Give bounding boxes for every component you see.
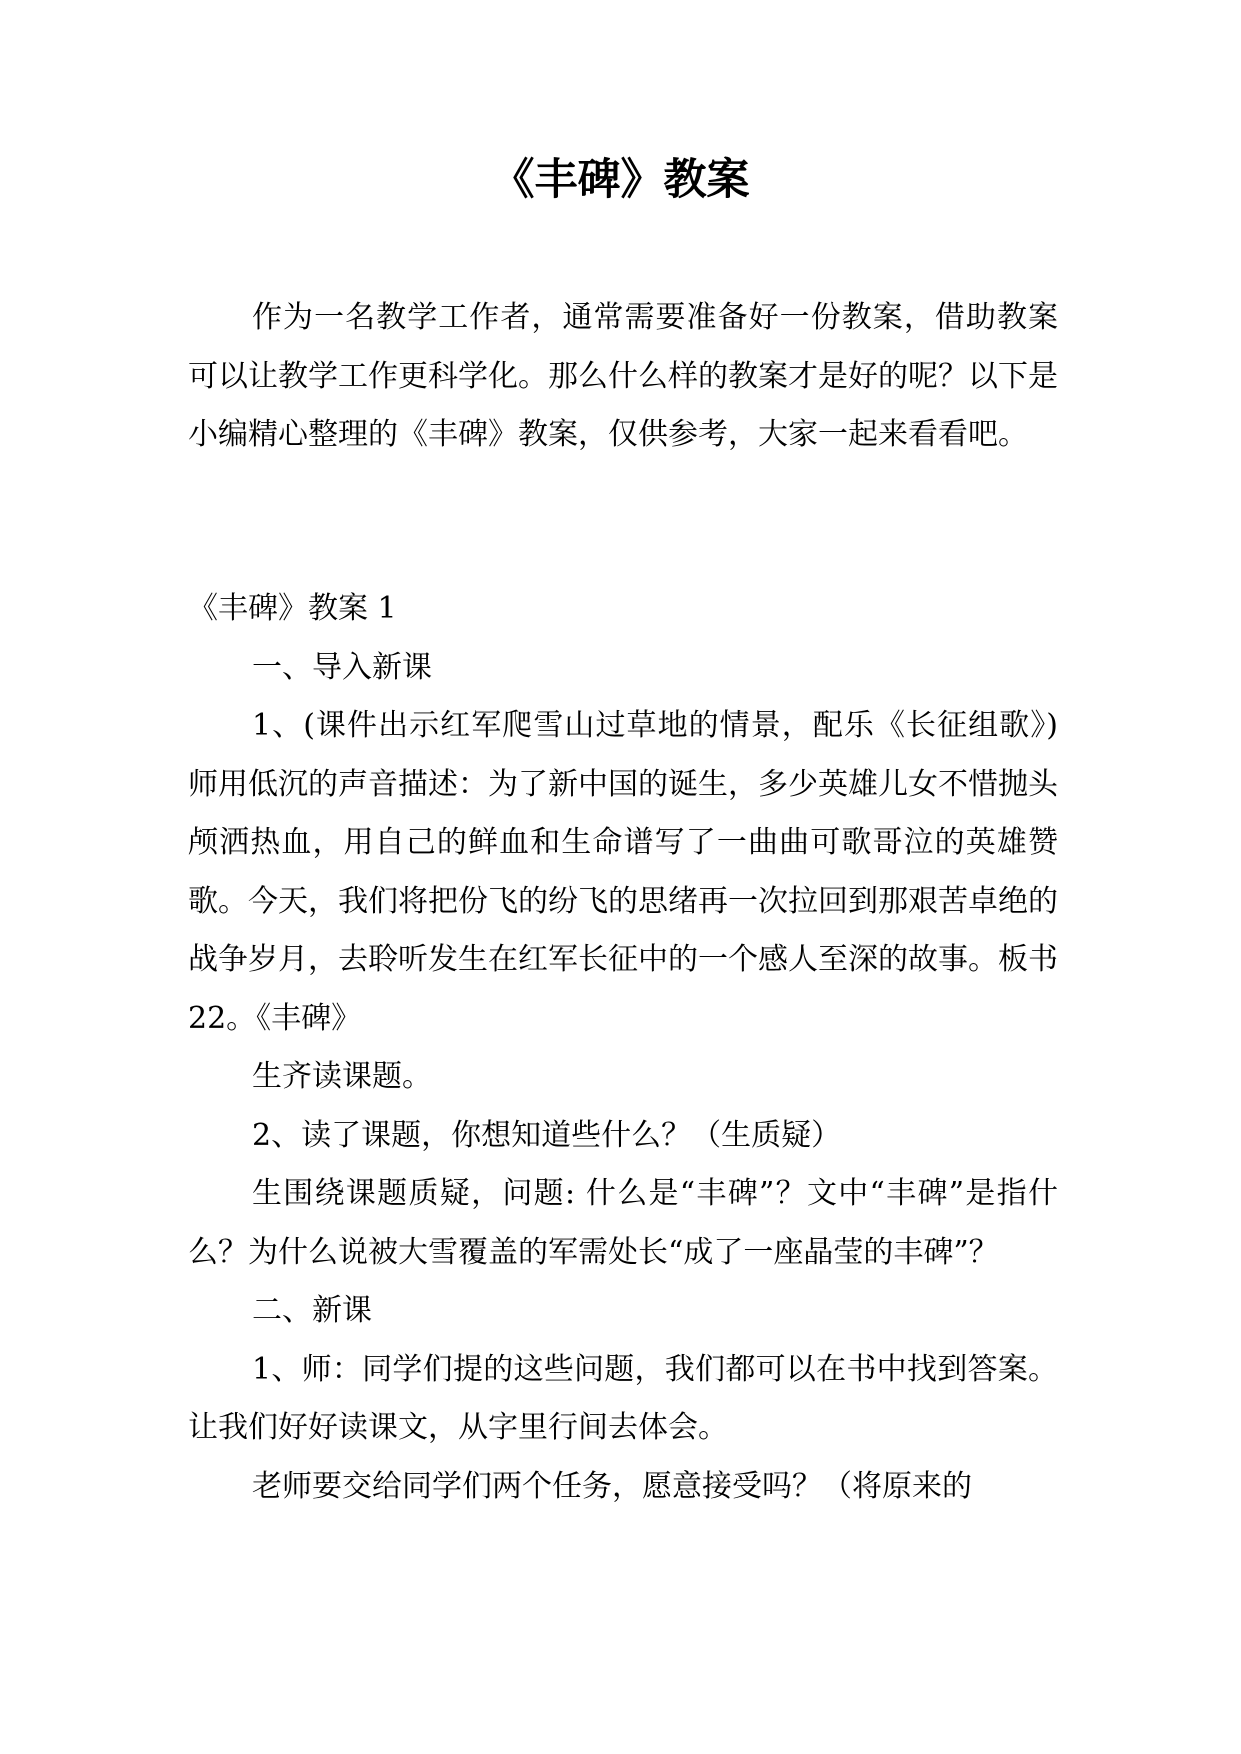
paragraph: 1、(课件出示红军爬雪山过草地的情景，配乐《长征组歌》) 师用低沉的声音描述：为了新中国的诞生，多少英雄儿女不惜抛头颅洒热血，用自己的鲜血和生命谱写了一曲曲可歌哥泣的英雄赞歌。今天，我们将把份飞的纷飞的思绪再一次拉回到那艰苦卓绝的战争岁月，去聆听发生在红军长征中的一个感人至深的故事。板书 22。《丰碑》 — [188, 708, 1058, 1036]
paragraph: 一、导入新课 — [252, 649, 432, 685]
document-title: 《丰碑》教案 — [491, 155, 750, 205]
paragraph: 二、新课 — [252, 1293, 372, 1328]
intro-paragraph: 作为一名教学工作者，通常需要准备好一份教案，借助教案可以让教学工作更科学化。那么什么样的教案才是好的呢？以下是小编精心整理的《丰碑》教案，仅供参考，大家一起来看看吧。 — [188, 300, 1058, 452]
paragraph: 老师要交给同学们两个任务，愿意接受吗？（将原来的 — [252, 1468, 972, 1504]
section-heading: 《丰碑》教案 1 — [188, 591, 397, 626]
paragraph: 1、师：同学们提的这些问题，我们都可以在书中找到答案。让我们好好读课文，从字里行间去体会。 — [188, 1351, 1058, 1445]
paragraph: 生围绕课题质疑，问题: 什么是“丰碑”？文中“丰碑”是指什么？为什么说被大雪覆盖的军需处长“成了一座晶莹的丰碑”？ — [188, 1176, 1058, 1270]
paragraph: 2、读了课题，你想知道些什么？（生质疑） — [252, 1117, 842, 1153]
paragraph: 生齐读课题。 — [252, 1059, 432, 1094]
document-body — [188, 580, 1058, 1516]
